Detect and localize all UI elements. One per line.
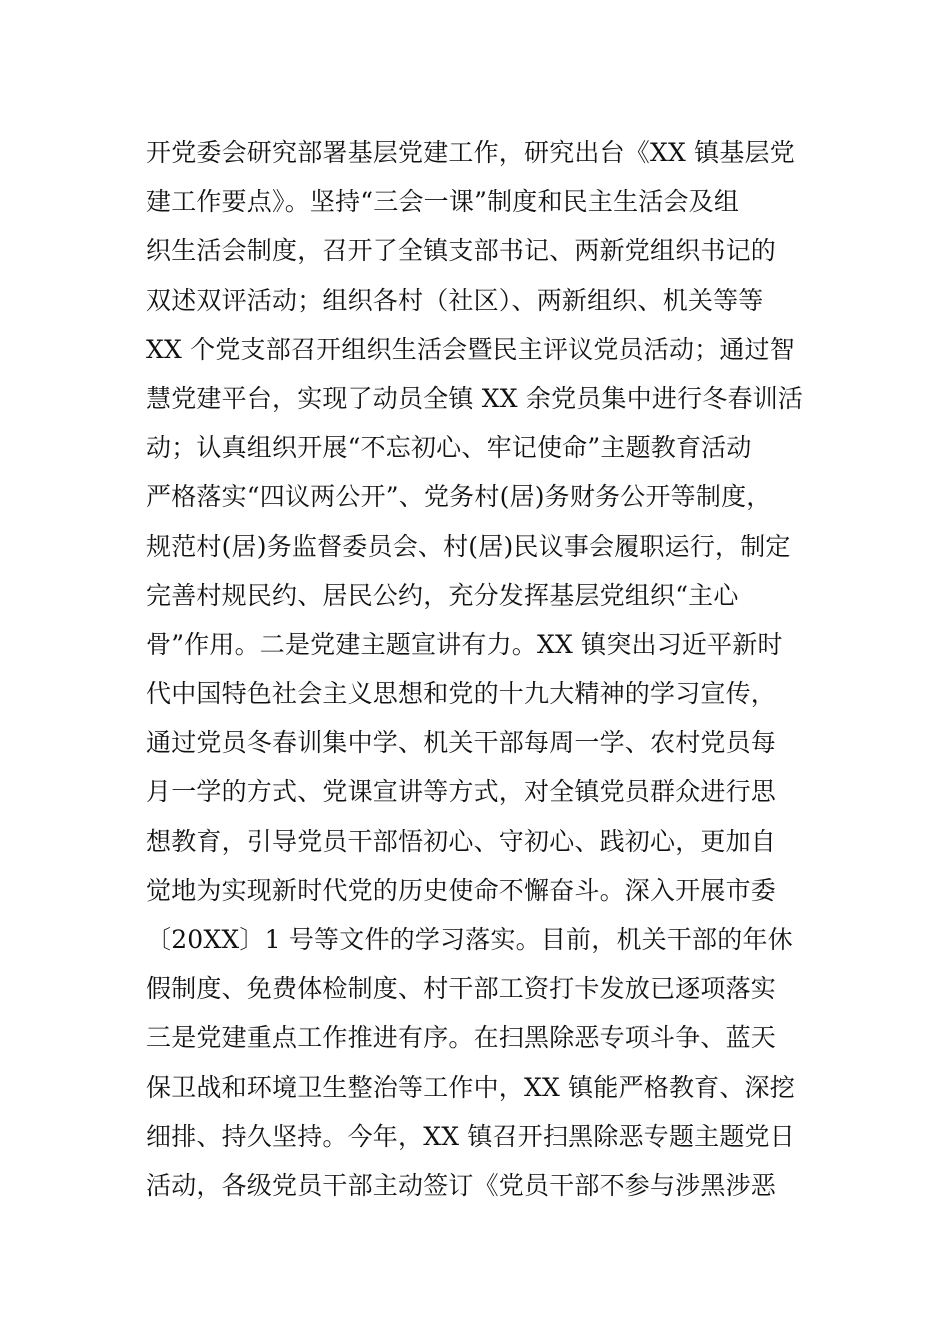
text-line: 严格落实“四议两公开”、党务村(居)务财务公开等制度， [146, 482, 772, 512]
body-text [146, 128, 811, 1210]
text-line: 织生活会制度，召开了全镇支部书记、两新党组织书记的 [146, 236, 777, 266]
text-line: 慧党建平台，实现了动员全镇 XX 余党员集中进行冬春训活 [146, 383, 804, 413]
text-line: 开党委会研究部署基层党建工作，研究出台《XX 镇基层党 [146, 138, 795, 167]
text-line: 规范村(居)务监督委员会、村(居)民议事会履职运行，制定 [146, 531, 791, 561]
text-line: 完善村规民约、居民公约，充分发挥基层党组织“主心 [146, 580, 739, 610]
text-line: 活动，各级党员干部主动签订《党员干部不参与涉黑涉恶 [146, 1170, 777, 1200]
text-line: 双述双评活动；组织各村（社区）、两新组织、机关等等 [146, 285, 764, 315]
text-line: 觉地为实现新时代党的历史使命不懈奋斗。深入开展市委 [146, 875, 777, 905]
text-line: XX 个党支部召开组织生活会暨民主评议党员活动；通过智 [146, 334, 795, 364]
text-line: 代中国特色社会主义思想和党的十九大精神的学习宣传， [146, 679, 777, 709]
text-line: 月一学的方式、党课宣讲等方式，对全镇党员群众进行思 [146, 777, 777, 807]
text-line: 动；认真组织开展“不忘初心、牢记使命”主题教育活动 [146, 433, 752, 463]
text-line: 保卫战和环境卫生整治等工作中，XX 镇能严格教育、深挖 [146, 1072, 795, 1102]
text-line: 建工作要点》。坚持“三会一课”制度和民主生活会及组 [146, 187, 740, 217]
text-line: 细排、持久坚持。今年，XX 镇召开扫黑除恶专题主题党日 [146, 1121, 795, 1151]
text-line: 三是党建重点工作推进有序。在扫黑除恶专项斗争、蓝天 [146, 1023, 777, 1053]
text-line: 〔20XX〕1 号等文件的学习落实。目前，机关干部的年休 [146, 925, 793, 954]
text-line: 通过党员冬春训集中学、机关干部每周一学、农村党员每 [146, 728, 777, 758]
text-line: 假制度、免费体检制度、村干部工资打卡发放已逐项落实 [146, 974, 777, 1004]
text-line: 骨”作用。二是党建主题宣讲有力。XX 镇突出习近平新时 [146, 629, 783, 659]
text-line: 想教育，引导党员干部悟初心、守初心、践初心，更加自 [146, 826, 777, 856]
